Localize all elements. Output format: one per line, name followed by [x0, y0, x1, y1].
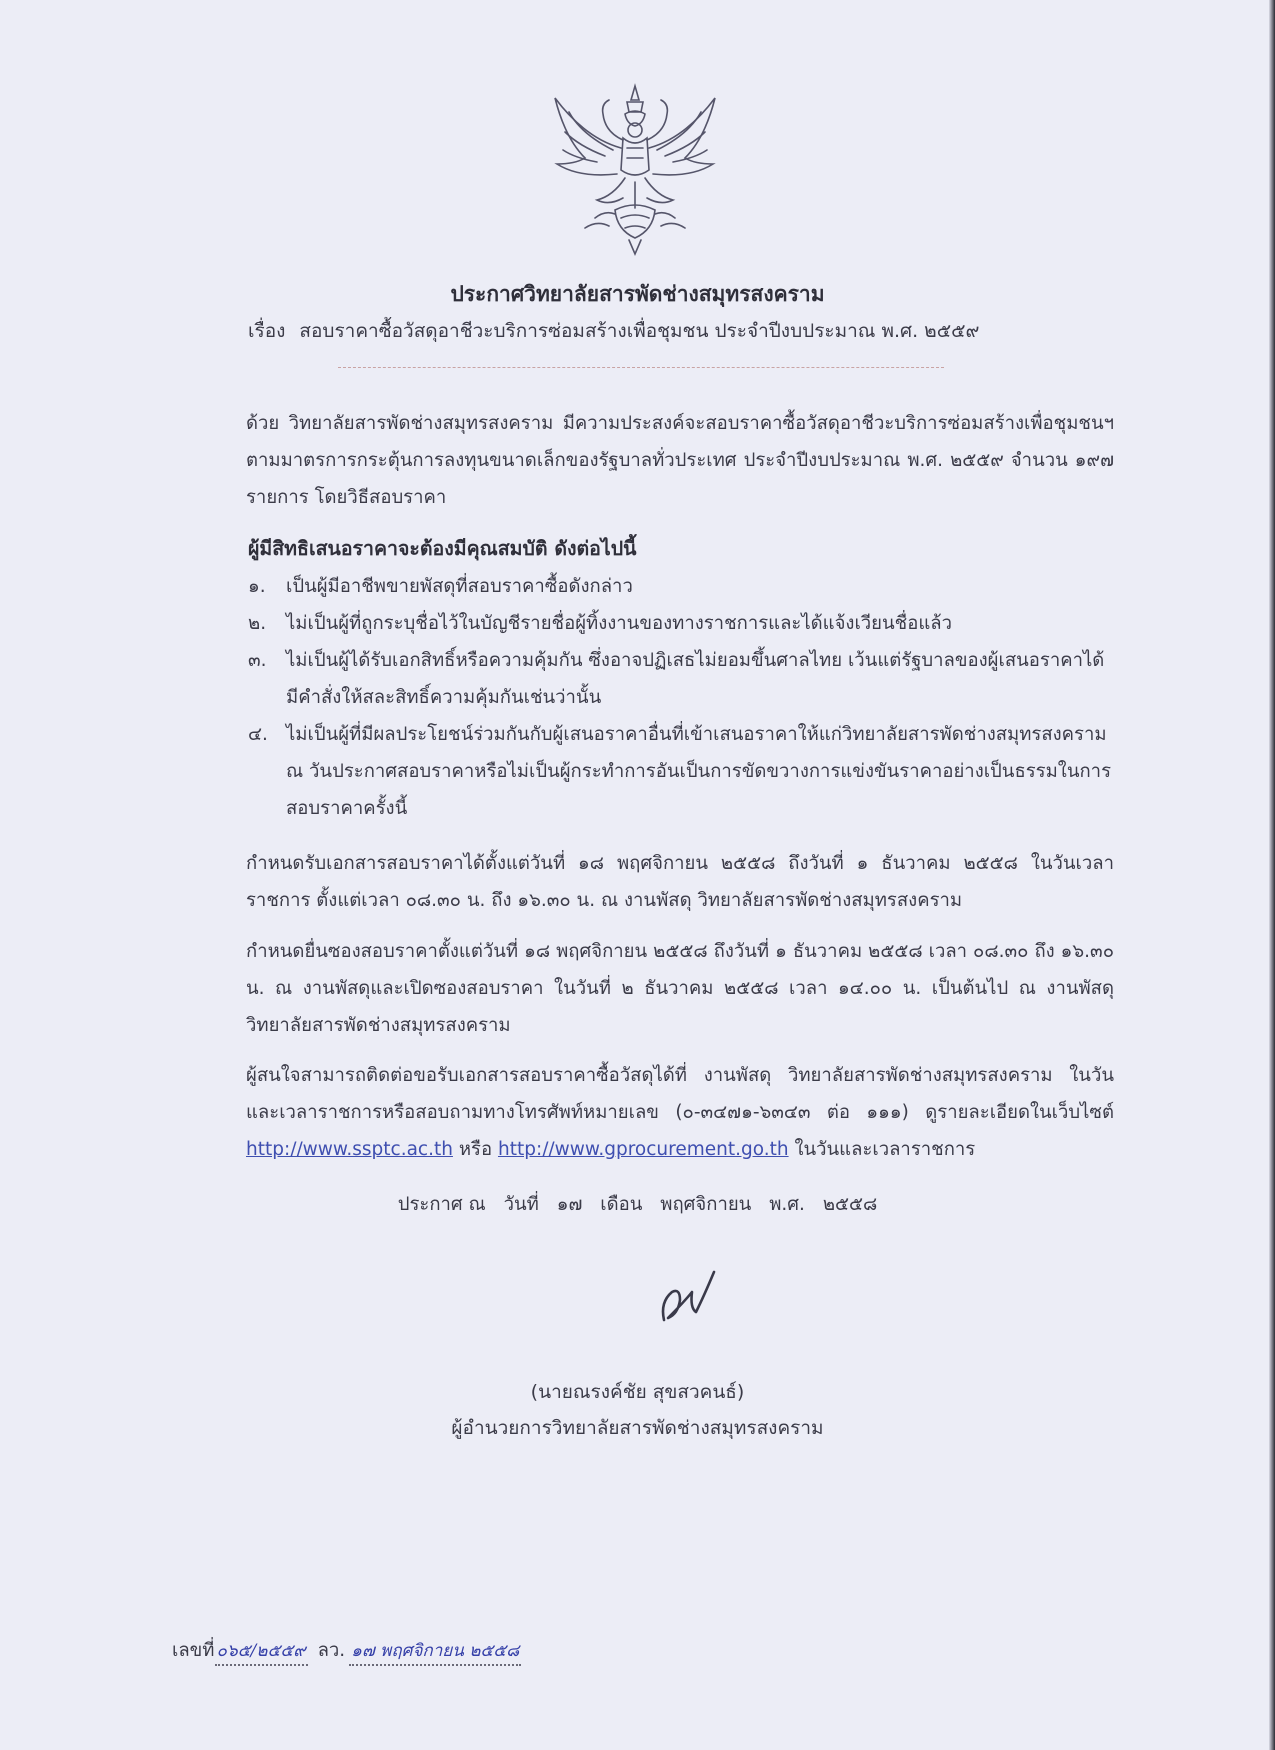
garuda-emblem-icon	[535, 78, 735, 258]
list-item	[248, 642, 1114, 716]
reference-number: ๐๖๕/๒๕๕๙	[215, 1637, 308, 1666]
list-item-text: เป็นผู้มีอาชีพขายพัสดุที่สอบราคาซื้อดังกล่าว	[286, 576, 633, 597]
reference-number-label: เลขที่	[172, 1640, 215, 1661]
submission-period-paragraph	[172, 933, 1114, 1044]
announce-month: พฤศจิกายน	[660, 1194, 752, 1215]
contact-text: ผู้สนใจสามารถติดต่อขอรับเอกสารสอบราคาซื้อวัสดุได้ที่ งานพัสดุ วิทยาลัยสารพัดช่างสมุทรสงคราม ในวันและเวลาราชการหรือสอบถามทางโทรศัพท์หมายเลข (๐-๓๔๗๑-๖๓๔๓ ต่อ ๑๑๑) ดูรายละเอียดในเว็บไซต์	[246, 1065, 1114, 1123]
announce-year-label: พ.ศ.	[769, 1194, 805, 1215]
list-item-number: ๒.	[248, 613, 267, 634]
document-period-text: กำหนดรับเอกสารสอบราคาได้ตั้งแต่วันที่ ๑๘ พฤศจิกายน ๒๕๕๘ ถึงวันที่ ๑ ธันวาคม ๒๕๕๘ ในวันเวลาราชการ ตั้งแต่เวลา ๐๘.๓๐ น. ถึง ๑๖.๓๐ น. ณ งานพัสดุ วิทยาลัยสารพัดช่างสมุทรสงคราม	[246, 853, 1114, 911]
announce-day-label: วันที่	[503, 1194, 539, 1215]
list-item-text: ไม่เป็นผู้ที่ถูกระบุชื่อไว้ในบัญชีรายชื่อผู้ทิ้งงานของทางราชการและได้แจ้งเวียนชื่อแล้ว	[286, 613, 952, 634]
or-word: หรือ	[458, 1139, 493, 1160]
submission-period-text: กำหนดยื่นซองสอบราคาตั้งแต่วันที่ ๑๘ พฤศจิกายน ๒๕๕๘ ถึงวันที่ ๑ ธันวาคม ๒๕๕๘ เวลา ๐๘.๓๐ ถึง ๑๖.๓๐ น. ณ งานพัสดุและเปิดซองสอบราคา ในวันที่ ๒ ธันวาคม ๒๕๕๘ เวลา ๑๔.๐๐ น. เป็นต้นไป ณ งานพัสดุ วิทยาลัยสารพัดช่างสมุทรสงคราม	[246, 941, 1114, 1036]
list-item-number: ๑.	[248, 576, 266, 597]
title-divider	[338, 367, 944, 368]
subject-text: สอบราคาซื้อวัสดุอาชีวะบริการซ่อมสร้างเพื่อชุมชน ประจำปีงบประมาณ พ.ศ. ๒๕๕๙	[299, 320, 980, 342]
intro-paragraph	[172, 405, 1114, 516]
signer-name: (นายณรงค์ชัย สุขสวคนธ์)	[530, 1381, 745, 1403]
page-title: ประกาศวิทยาลัยสารพัดช่างสมุทรสงคราม	[450, 282, 825, 306]
qualifications-heading: ผู้มีสิทธิเสนอราคาจะต้องมีคุณสมบัติ ดังต่อไปนี้	[248, 537, 637, 560]
signer-position: ผู้อำนวยการวิทยาลัยสารพัดช่างสมุทรสงคราม	[451, 1417, 824, 1439]
subject-label: เรื่อง	[248, 320, 286, 342]
announce-prefix: ประกาศ ณ	[397, 1194, 486, 1215]
list-item-number: ๔.	[248, 724, 268, 745]
signature-icon	[650, 1262, 740, 1332]
link-ssptc[interactable]: http://www.ssptc.ac.th	[246, 1139, 453, 1160]
contact-suffix: ในวันและเวลาราชการ	[794, 1139, 976, 1160]
list-item-text: ไม่เป็นผู้ที่มีผลประโยชน์ร่วมกันกับผู้เสนอราคาอื่นที่เข้าเสนอราคาให้แก่วิทยาลัยสารพัดช่างสมุทรสงคราม ณ วันประกาศสอบราคาหรือไม่เป็นผู้กระทำการอันเป็นการขัดขวางการแข่งขันราคาอย่างเป็นธรรมในการสอบราคาครั้งนี้	[286, 724, 1112, 819]
reference-date-label: ลว.	[317, 1640, 346, 1661]
contact-paragraph	[172, 1057, 1114, 1168]
document-period-paragraph	[172, 845, 1114, 919]
announce-day: ๑๗	[556, 1194, 583, 1215]
list-item	[248, 716, 1114, 827]
subject-line	[248, 316, 979, 346]
list-item-text: ไม่เป็นผู้ได้รับเอกสิทธิ์หรือความคุ้มกัน ซึ่งอาจปฏิเสธไม่ยอมขึ้นศาลไทย เว้นแต่รัฐบาลของผู้เสนอราคาได้มีคำสั่งให้สละสิทธิ์ความคุ้มกันเช่นว่านั้น	[286, 650, 1105, 708]
list-item	[248, 605, 1114, 642]
link-gprocurement[interactable]: http://www.gprocurement.go.th	[497, 1139, 789, 1160]
qualifications-list	[248, 568, 1114, 827]
scan-edge	[1269, 0, 1275, 1750]
announce-year: ๒๕๕๘	[822, 1194, 878, 1215]
reference-line	[172, 1636, 521, 1666]
list-item-number: ๓.	[248, 650, 267, 671]
announcement-date	[0, 1190, 1275, 1219]
announce-month-label: เดือน	[600, 1194, 643, 1215]
reference-date: ๑๗ พฤศจิกายน ๒๕๕๘	[349, 1637, 521, 1666]
list-item	[248, 568, 1114, 605]
intro-text: ด้วย วิทยาลัยสารพัดช่างสมุทรสงคราม มีความประสงค์จะสอบราคาซื้อวัสดุอาชีวะบริการซ่อมสร้างเพื่อชุมชนฯ ตามมาตรการกระตุ้นการลงทุนขนาดเล็กของรัฐบาลทั่วประเทศ ประจำปีงบประมาณ พ.ศ. ๒๕๕๙ จำนวน ๑๙๗ รายการ โดยวิธีสอบราคา	[246, 413, 1114, 508]
